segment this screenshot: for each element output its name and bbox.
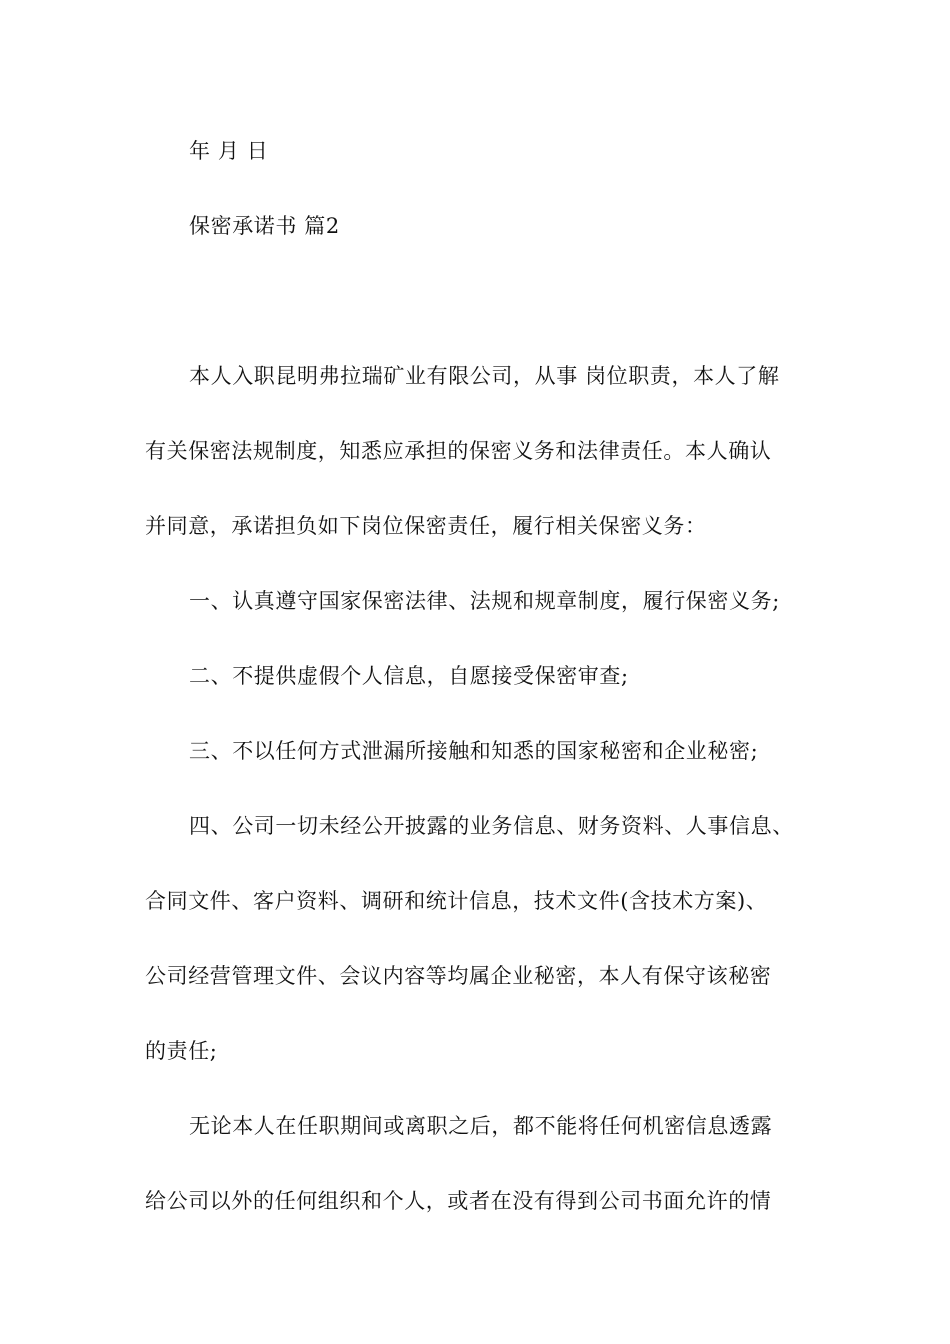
date-line: 年 月 日 [189,139,269,163]
paragraph-line: 的责任; [145,1039,218,1063]
section-title: 保密承诺书 篇2 [189,214,340,238]
paragraph-line: 三、不以任何方式泄漏所接触和知悉的国家秘密和企业秘密; [189,739,759,763]
paragraph-line: 公司经营管理文件、会议内容等均属企业秘密，本人有保守该秘密 [145,964,772,988]
paragraph-line: 无论本人在任职期间或离职之后，都不能将任何机密信息透露 [189,1114,773,1138]
paragraph-line: 有关保密法规制度，知悉应承担的保密义务和法律责任。本人确认 [145,439,772,463]
paragraph-line: 四、公司一切未经公开披露的业务信息、财务资料、人事信息、 [189,814,794,838]
paragraph-line: 并同意，承诺担负如下岗位保密责任，履行相关保密义务： [145,514,707,538]
paragraph-line: 一、认真遵守国家保密法律、法规和规章制度，履行保密义务; [189,589,780,613]
paragraph-line: 二、不提供虚假个人信息，自愿接受保密审查; [189,664,629,688]
paragraph-line: 合同文件、客户资料、调研和统计信息，技术文件(含技术方案)、 [145,889,768,913]
paragraph-line: 给公司以外的任何组织和个人，或者在没有得到公司书面允许的情 [145,1189,772,1213]
paragraph-line: 本人入职昆明弗拉瑞矿业有限公司，从事 岗位职责，本人了解 [189,364,780,388]
